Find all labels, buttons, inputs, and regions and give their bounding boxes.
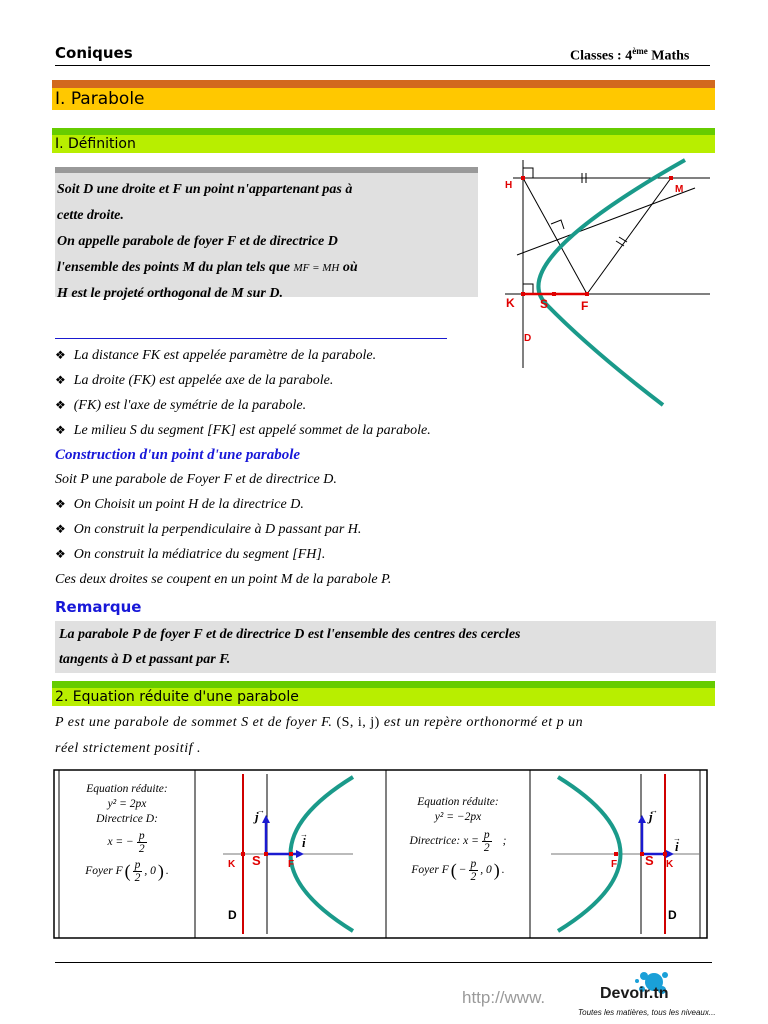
formula: MF = MH [293, 262, 340, 274]
remark-line: La parabole P de foyer F et de directrice D est l'ensemble des centres des cercles [59, 627, 521, 642]
list-item: ❖ La droite (FK) est appelée axe de la parabole. [55, 373, 334, 388]
frame-notation: (S, i, j) [336, 715, 380, 730]
label-f: F [288, 859, 295, 870]
subsection-title-definition: I. Définition [52, 135, 715, 153]
tick-mark [619, 237, 627, 242]
construction-conclusion: Ces deux droites se coupent en un point M de la parabole P. [55, 572, 392, 587]
right-case-text: Equation réduite: y² = −2px Directrice: x = $\frac{p}{2}$ ; Foyer F ( − $\frac{p}{2}$ , 0 ) . [409, 796, 507, 883]
point-k [521, 292, 525, 296]
subsection-title-equation: 2. Equation réduite d'une parabole [52, 688, 715, 706]
label-j: j [649, 809, 653, 824]
label-f: F [581, 299, 589, 313]
list-item: ❖ On construit la médiatrice du segment [FH]. [55, 547, 326, 562]
label-h: H [505, 180, 513, 191]
definition-box [55, 167, 478, 301]
site-logo: Devoir.tn [600, 985, 669, 1002]
header-rule [55, 65, 710, 66]
remark-box [55, 621, 716, 673]
footer-rule [55, 962, 712, 963]
remark-line: tangents à D et passant par F. [59, 652, 231, 667]
label-d: D [228, 908, 237, 922]
definition-line: l'ensemble des points M du plan tels que MF = MH où [57, 260, 358, 275]
point-m [669, 176, 673, 180]
list-item: ❖ On Choisit un point H de la directrice D. [55, 497, 304, 512]
definition-line: H est le projeté orthogonal de M sur D. [57, 286, 283, 301]
construction-intro: Soit P une parabole de Foyer F et de directrice D. [55, 472, 337, 487]
point-f [585, 292, 589, 296]
site-tagline: Toutes les matières, tous les niveaux... [578, 1008, 716, 1017]
label-s: S [252, 853, 261, 868]
equation-intro: P est une parabole de sommet S et de foyer F. (S, i, j) est un repère orthonormé et p un réel strictement positif . [55, 715, 584, 756]
label-i: i [675, 839, 679, 854]
svg-text:→: → [673, 834, 681, 843]
definition-line: On appelle parabole de foyer F et de directrice D [57, 234, 338, 249]
section-title: I. Parabole [52, 88, 715, 110]
list-item: ❖ On construit la perpendiculaire à D passant par H. [55, 522, 362, 537]
label-s: S [645, 853, 654, 868]
label-j: j [255, 809, 259, 824]
label-k: K [506, 296, 515, 310]
label-d: D [668, 908, 677, 922]
point-h [521, 176, 525, 180]
left-case-text: Equation réduite: y² = 2px Directrice D: x = − $\frac{p}{2}$ Foyer F ( p 2 , 0 ) . [85, 783, 169, 884]
segment-hf [523, 178, 587, 294]
list-item: ❖ (FK) est l'axe de symétrie de la parabole. [55, 398, 307, 413]
label-i: i [302, 835, 306, 850]
tick-mark [616, 241, 624, 246]
svg-text:→: → [650, 806, 658, 815]
definition-line: Soit D une droite et F un point n'appartenant pas à [57, 182, 353, 197]
label-f: F [611, 859, 618, 870]
section-bar-accent [52, 80, 715, 88]
svg-text:→: → [300, 830, 308, 839]
right-angle-mark [551, 220, 564, 229]
label-k: K [666, 859, 674, 870]
remark-heading: Remarque [55, 598, 142, 616]
subsection-bar-accent [52, 681, 715, 688]
mediatrix-line [517, 188, 695, 255]
construction-heading: Construction d'un point d'une parabole [55, 447, 301, 463]
parabola-curve [538, 160, 685, 405]
label-d: D [524, 333, 532, 344]
class-label: Classes : 4ème Maths [570, 46, 690, 64]
separator-rule [55, 338, 447, 339]
document-title: Coniques [55, 44, 133, 62]
label-k: K [228, 859, 236, 870]
subsection-bar-accent [52, 128, 715, 135]
label-m: M [675, 184, 684, 195]
footer-url[interactable]: http://www. [462, 988, 546, 1007]
definition-line: cette droite. [57, 208, 124, 223]
list-item: ❖ La distance FK est appelée paramètre de la parabole. [55, 348, 377, 363]
svg-text:→: → [257, 806, 265, 815]
label-s: S [540, 297, 549, 311]
parabola-construction-figure [495, 155, 720, 410]
list-item: ❖ Le milieu S du segment [FK] est appelé sommet de la parabole. [55, 423, 431, 438]
point-s [552, 292, 556, 296]
